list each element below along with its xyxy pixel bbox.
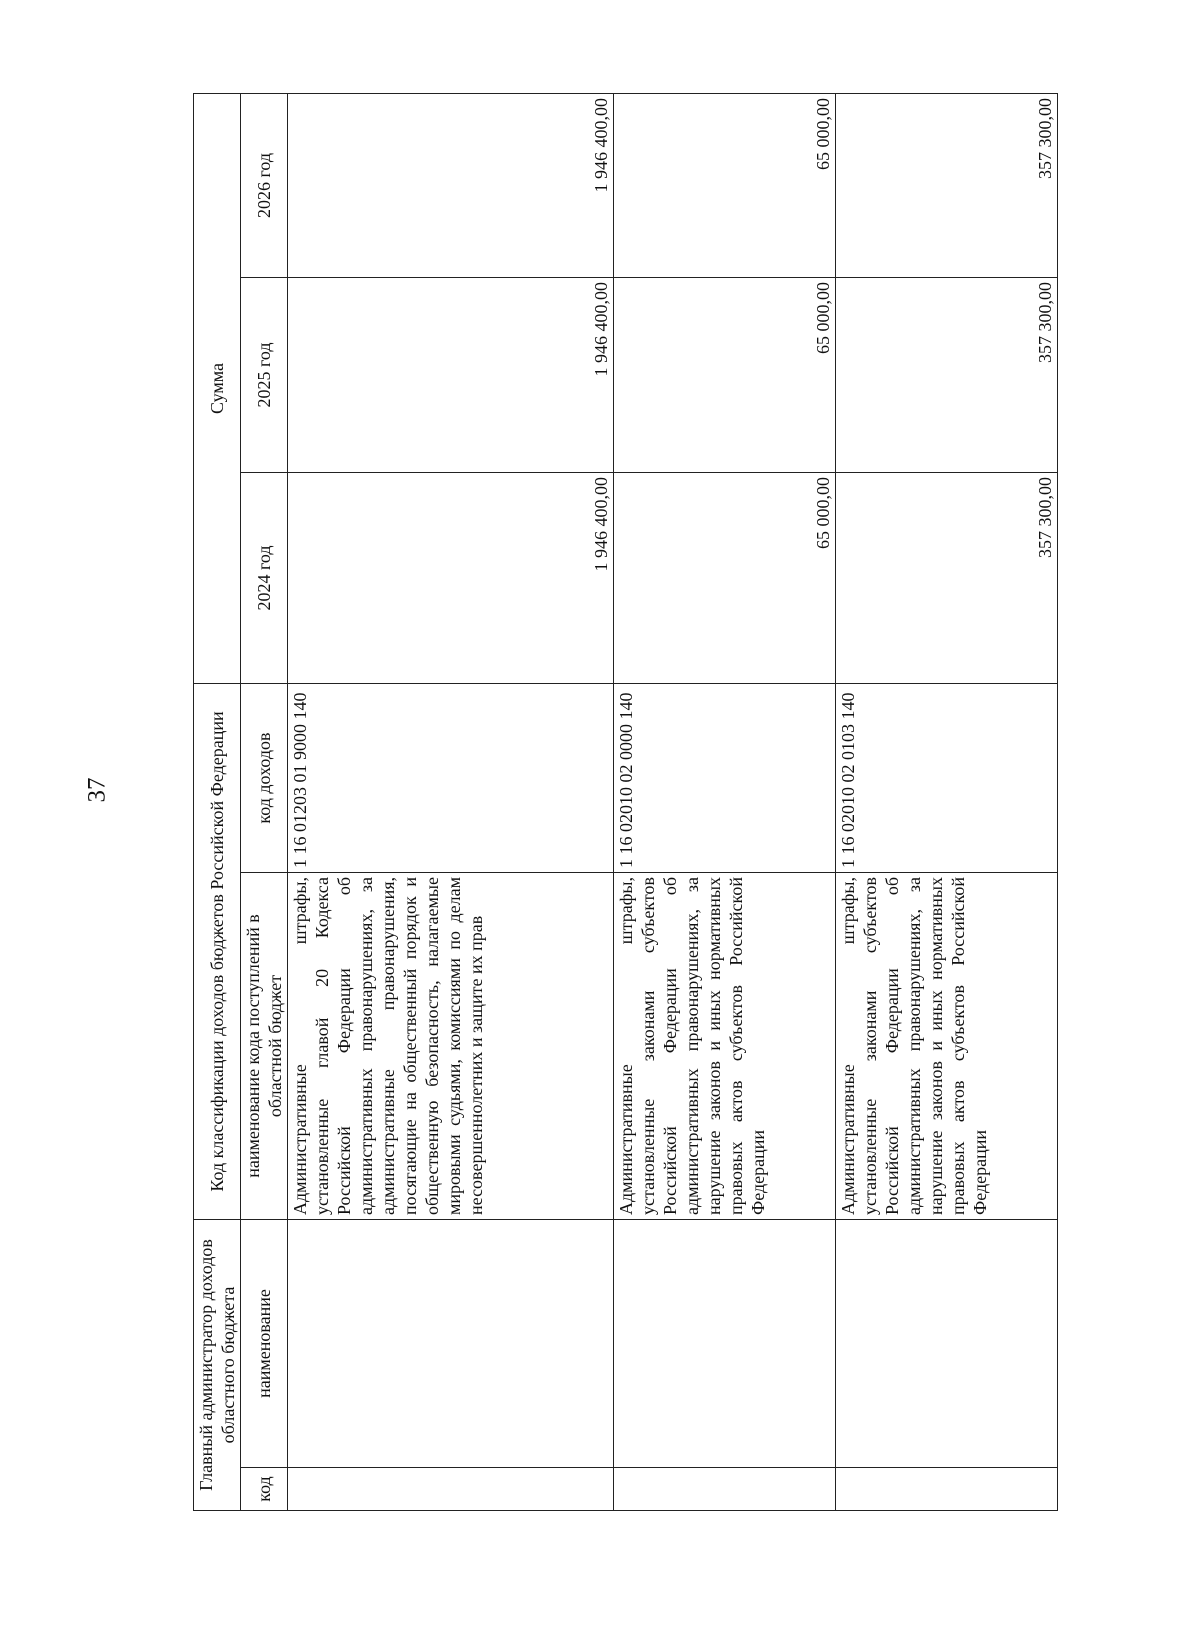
admin-name-cell: [288, 1220, 614, 1468]
header-income-code: код доходов: [241, 684, 288, 873]
page-number: 37: [83, 777, 111, 803]
rotated-table-container: [193, 94, 1057, 1511]
header-classification-group: Код классификации доходов бюджетов Российской Федерации: [194, 684, 241, 1220]
income-code-cell: 1 16 01203 01 9000 140: [288, 684, 614, 873]
sum-2026-cell: 65 000,00: [614, 93, 836, 277]
admin-code-cell: [288, 1468, 614, 1511]
sum-2024-cell: 1 946 400,00: [288, 473, 614, 684]
header-row-columns: [241, 93, 288, 1510]
header-year-2025: 2025 год: [241, 278, 288, 473]
header-admin-code: код: [241, 1468, 288, 1511]
sum-2024-cell: 357 300,00: [836, 473, 1058, 684]
admin-code-cell: [614, 1468, 836, 1511]
sum-2025-cell: 357 300,00: [836, 278, 1058, 473]
income-name-cell: Административные штрафы, установленные законами субъектов Российской Федерации об административных правонарушениях, за нарушение законов и иных нормативных правовых актов субъектов Российской Федерации: [614, 873, 836, 1220]
admin-code-cell: [836, 1468, 1058, 1511]
sum-2024-cell: 65 000,00: [614, 473, 836, 684]
header-income-name: наименование кода поступлений в областной бюджет: [241, 873, 288, 1220]
income-code-cell: 1 16 02010 02 0000 140: [614, 684, 836, 873]
admin-name-cell: [614, 1220, 836, 1468]
table-row: [288, 93, 614, 1510]
header-admin-name: наименование: [241, 1220, 288, 1468]
admin-name-cell: [836, 1220, 1058, 1468]
sum-2026-cell: 1 946 400,00: [288, 93, 614, 277]
header-sum-group: Сумма: [194, 93, 241, 683]
table-row: [836, 93, 1058, 1510]
header-row-groups: [194, 93, 241, 1510]
sum-2025-cell: 65 000,00: [614, 278, 836, 473]
sum-2026-cell: 357 300,00: [836, 93, 1058, 277]
table-row: [614, 93, 836, 1510]
header-year-2026: 2026 год: [241, 93, 288, 277]
income-name-cell: Административные штрафы, установленные законами субъектов Российской Федерации об административных правонарушениях, за нарушение законов и иных нормативных правовых актов субъектов Российской Федерации: [836, 873, 1058, 1220]
header-admin-group: Главный администратор доходов областного бюджета: [194, 1220, 241, 1511]
income-classification-table: [193, 93, 1058, 1511]
header-year-2024: 2024 год: [241, 473, 288, 684]
income-code-cell: 1 16 02010 02 0103 140: [836, 684, 1058, 873]
sum-2025-cell: 1 946 400,00: [288, 278, 614, 473]
income-name-cell: Административные штрафы, установленные главой 20 Кодекса Российской Федерации об административных правонарушениях, за административные правонарушения, посягающие на общественный порядок и общественную безопасность, налагаемые мировыми судьями, комиссиями по делам несовершеннолетних и защите их прав: [288, 873, 614, 1220]
